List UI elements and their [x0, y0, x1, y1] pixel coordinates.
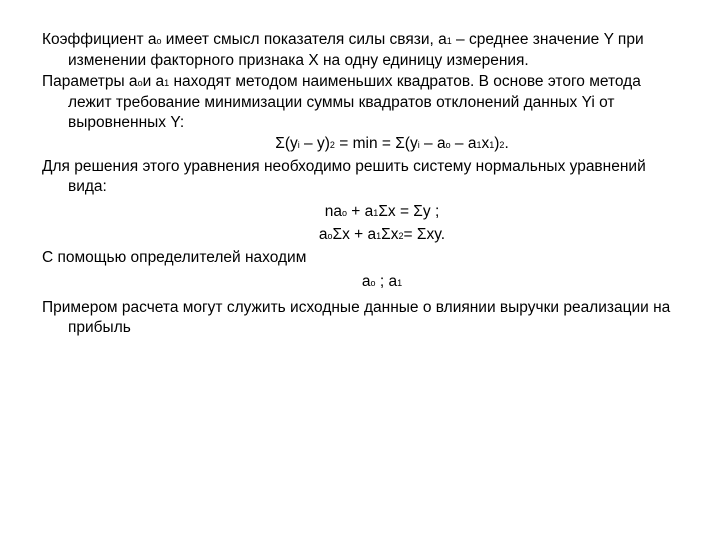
subscript: o: [137, 78, 143, 88]
eq-subscript: 1: [373, 208, 379, 218]
eq-subscript: i: [297, 140, 300, 150]
eq-text: ): [494, 135, 500, 152]
subscript: o: [156, 36, 162, 46]
equation-coefficients: [42, 271, 682, 294]
eq-text: – y): [299, 135, 330, 152]
paragraph-coefficient-meaning: [42, 30, 682, 71]
equation-normal-2: [42, 224, 682, 247]
eq-text: Σx + a: [332, 226, 377, 243]
eq-subscript: o: [370, 278, 376, 288]
eq-text: a: [361, 273, 371, 290]
text: Для решения этого уравнения необходимо решить систему нормальных уравнений вида:: [42, 158, 646, 195]
eq-subscript: 1: [397, 278, 403, 288]
eq-text: – a: [450, 135, 477, 152]
text: имеет смысл показателя силы связи, a: [161, 31, 447, 48]
paragraph-least-squares: [42, 72, 682, 133]
eq-text: a: [318, 226, 328, 243]
eq-subscript: 1: [376, 231, 382, 241]
eq-text: = Σxy.: [403, 226, 446, 243]
text: находят методом наименьших квадратов. В основе этого метода лежит требование минимизации суммы квадратов отклонений данных Yi от выровненных Y:: [68, 73, 641, 131]
eq-subscript: i: [417, 140, 420, 150]
paragraph-normal-equations: [42, 157, 682, 197]
paragraph-determinants: [42, 248, 682, 268]
eq-subscript: 1: [489, 140, 495, 150]
eq-subscript: o: [327, 231, 333, 241]
text: Параметры a: [42, 73, 138, 90]
eq-subscript: 2: [398, 231, 404, 241]
eq-subscript: o: [445, 140, 451, 150]
subscript: 1: [446, 36, 452, 46]
text: С помощью определителей находим: [42, 249, 307, 266]
eq-text: na: [324, 203, 342, 220]
eq-subscript: 2: [499, 140, 505, 150]
eq-text: – a: [419, 135, 446, 152]
subscript: 1: [164, 78, 170, 88]
eq-subscript: 2: [329, 140, 335, 150]
eq-text: Σx = Σy ;: [378, 203, 440, 220]
text: Примером расчета могут служить исходные данные о влиянии выручки реализации на прибыль: [42, 299, 671, 336]
eq-text: Σ(y: [275, 135, 298, 152]
text: Коэффициент a: [42, 31, 157, 48]
eq-text: x: [481, 135, 490, 152]
equation-normal-1: [42, 201, 682, 224]
eq-subscript: 1: [476, 140, 482, 150]
eq-subscript: o: [341, 208, 347, 218]
eq-text: .: [504, 135, 509, 152]
eq-text: ; a: [375, 273, 398, 290]
eq-text: Σx: [381, 226, 399, 243]
paragraph-example: [42, 298, 682, 338]
eq-text: = min = Σ(y: [334, 135, 418, 152]
text: и a: [142, 73, 165, 90]
equation-least-squares: [42, 133, 682, 156]
text: – среднее значение Y при изменении факторного признака X на одну единицу измерения.: [68, 31, 644, 69]
eq-text: + a: [347, 203, 374, 220]
slide-content: [42, 30, 682, 338]
